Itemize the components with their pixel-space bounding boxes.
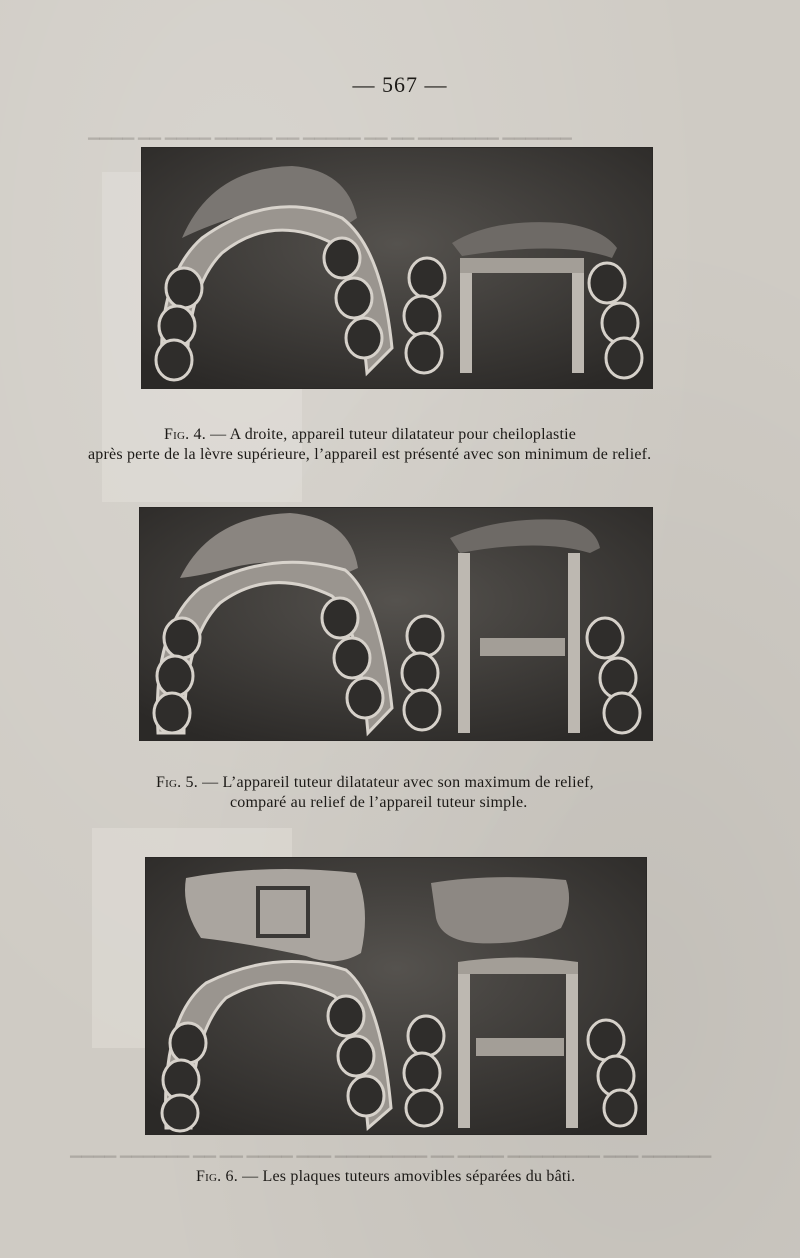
- page-number: — 567 —: [352, 72, 448, 97]
- figure-6-caption-line1: — Les plaques tuteurs amovibles séparées du bâti.: [237, 1168, 576, 1185]
- figure-4-caption-lead: Fig. 4.: [164, 426, 206, 443]
- denture-appliance-photo: [140, 508, 652, 740]
- figure-6-caption: [196, 1166, 676, 1188]
- denture-appliance-photo: [146, 858, 646, 1134]
- show-through-text: ▁▁▁▁ ▁▁▁▁▁▁ ▁▁ ▁▁ ▁▁▁▁ ▁▁▁ ▁▁▁▁▁▁▁▁ ▁▁ ▁▁▁▁ ▁▁▁▁▁▁▁▁ ▁▁▁ ▁▁▁▁▁▁: [70, 1142, 712, 1158]
- figure-4-caption-line2: après perte de la lèvre supérieure, l’appareil est présenté avec son minimum de relief.: [88, 446, 652, 463]
- figure-4-photo: [142, 148, 652, 388]
- figure-5-caption-line2: comparé au relief de l’appareil tuteur simple.: [230, 794, 528, 811]
- figure-6-photo: [146, 858, 646, 1134]
- figure-5-photo: [140, 508, 652, 740]
- denture-appliance-photo: [142, 148, 652, 388]
- show-through-text: ▁▁▁▁ ▁▁ ▁▁▁▁ ▁▁▁▁▁ ▁▁ ▁▁▁▁▁ ▁▁ ▁▁ ▁▁▁▁▁▁▁ ▁▁▁▁▁▁: [88, 124, 572, 140]
- figure-5-caption-line1: — L’appareil tuteur dilatateur avec son maximum de relief,: [197, 774, 594, 791]
- figure-5-caption: [156, 772, 656, 794]
- figure-4-caption-line1: — A droite, appareil tuteur dilatateur pour cheiloplastie: [205, 426, 577, 443]
- figure-6-caption-lead: Fig. 6.: [196, 1168, 238, 1185]
- figure-5-caption-lead: Fig. 5.: [156, 774, 198, 791]
- figure-4-caption: [164, 424, 704, 446]
